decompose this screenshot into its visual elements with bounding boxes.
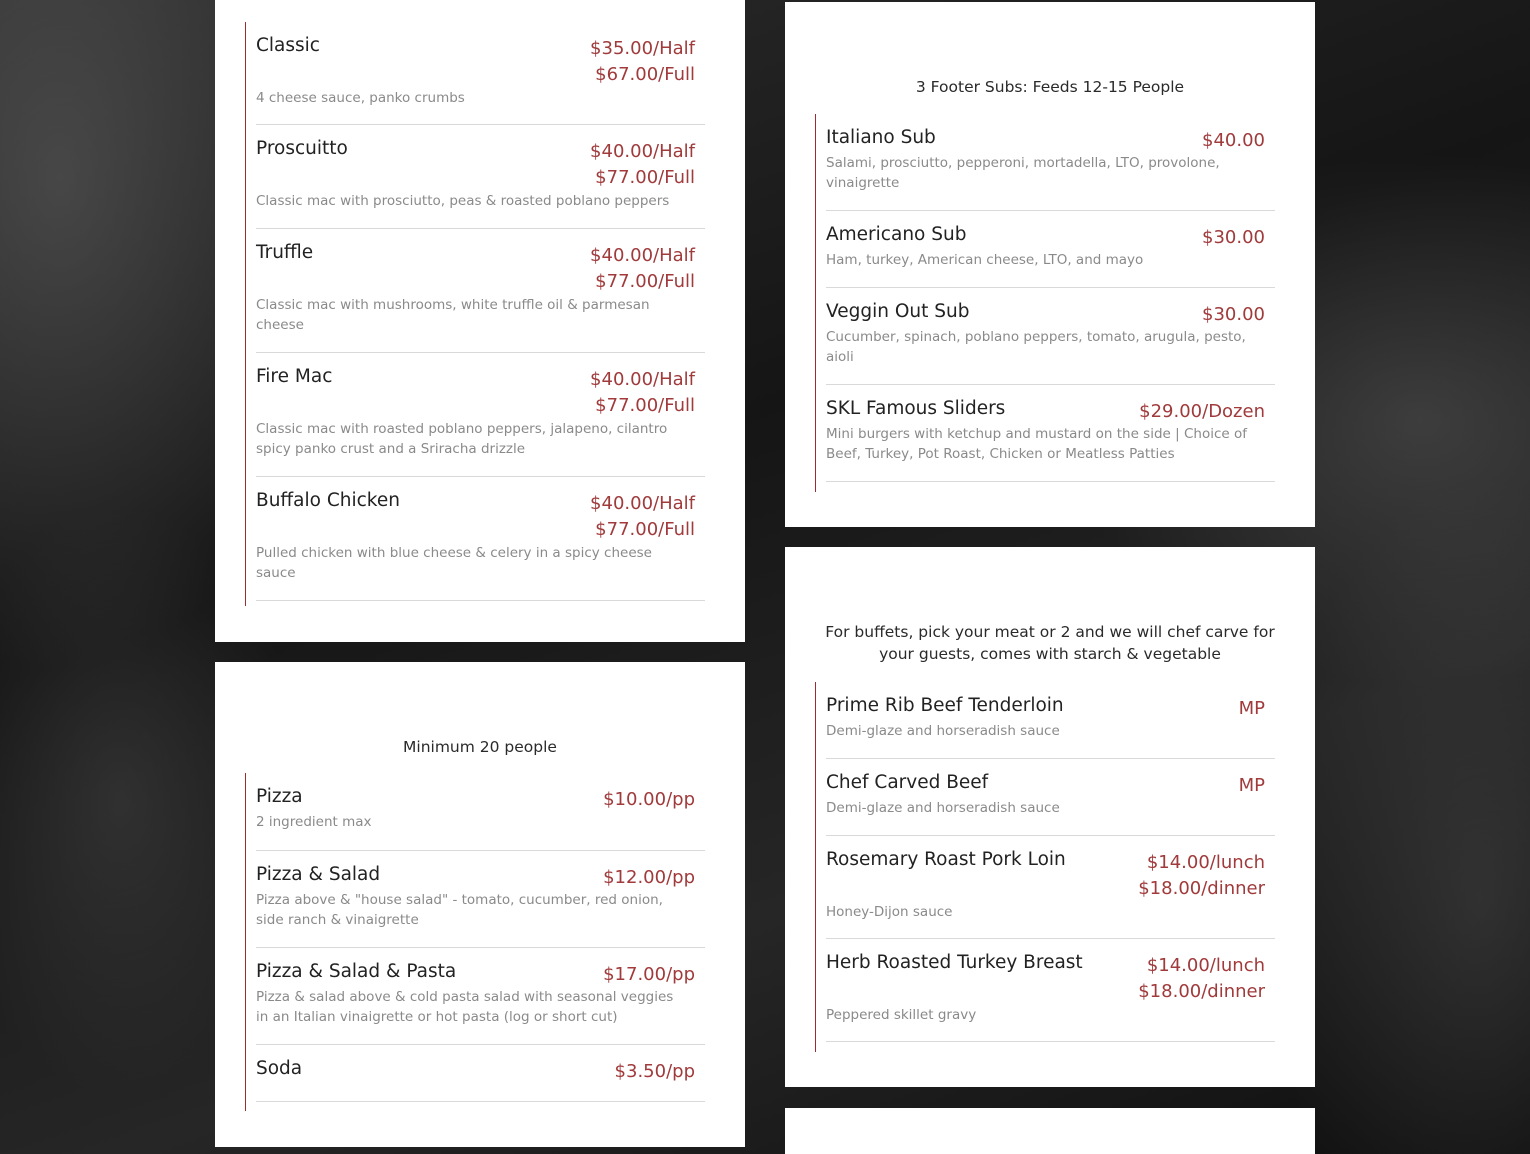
mac-menu-list — [245, 22, 705, 606]
item-price: $77.00/Full — [595, 519, 695, 540]
menu-item — [826, 385, 1275, 482]
item-prices — [590, 491, 695, 543]
item-description: 2 ingredient max — [256, 814, 372, 830]
item-price: $67.00/Full — [595, 64, 695, 85]
item-description: Ham, turkey, American cheese, LTO, and mayo — [826, 252, 1144, 268]
item-description: Demi-glaze and horseradish sauce — [826, 800, 1060, 816]
subs-menu-card — [785, 2, 1315, 527]
item-price: $14.00/lunch — [1146, 955, 1265, 976]
item-price: $12.00/pp — [603, 867, 695, 888]
menu-item — [256, 353, 705, 477]
item-price: $77.00/Full — [595, 167, 695, 188]
next-menu-card — [785, 1108, 1315, 1154]
item-name: Veggin Out Sub — [826, 301, 970, 322]
item-prices — [590, 243, 695, 295]
card-subtitle: 3 Footer Subs: Feeds 12-15 People — [915, 78, 1185, 96]
menu-item — [826, 939, 1275, 1042]
item-price: $30.00 — [1202, 304, 1265, 325]
item-prices — [590, 367, 695, 419]
item-price: $30.00 — [1202, 227, 1265, 248]
item-name: SKL Famous Sliders — [826, 398, 1006, 419]
menu-item — [256, 851, 705, 948]
item-description: Classic mac with roasted poblano peppers, jalapeno, cilantro spicy panko crust and a Sriracha drizzle — [256, 421, 668, 457]
item-price: $40.00/Half — [590, 493, 695, 514]
menu-item — [256, 229, 705, 353]
item-prices — [590, 139, 695, 191]
item-prices — [590, 36, 695, 88]
item-name: Italiano Sub — [826, 127, 936, 148]
item-price: $40.00/Half — [590, 245, 695, 266]
buffet-menu-card — [785, 547, 1315, 1087]
item-name: Herb Roasted Turkey Breast — [826, 952, 1083, 973]
mac-menu-card — [215, 0, 745, 642]
item-name: Truffle — [256, 242, 314, 263]
item-description: Classic mac with mushrooms, white truffle oil & parmesan cheese — [256, 297, 650, 333]
item-price: $3.50/pp — [614, 1061, 695, 1082]
item-prices — [603, 865, 695, 891]
item-name: Pizza & Salad & Pasta — [256, 961, 457, 982]
item-description: Classic mac with prosciutto, peas & roasted poblano peppers — [256, 193, 670, 209]
item-price: $77.00/Full — [595, 395, 695, 416]
item-price: $29.00/Dozen — [1139, 401, 1265, 422]
menu-item — [826, 759, 1275, 836]
buffet-menu-list — [815, 682, 1275, 1052]
item-description: Pulled chicken with blue cheese & celery in a spicy cheese sauce — [256, 545, 652, 581]
menu-item — [826, 288, 1275, 385]
item-price: $77.00/Full — [595, 271, 695, 292]
item-price: $18.00/dinner — [1138, 878, 1265, 899]
item-name: Pizza & Salad — [256, 864, 381, 885]
item-name: Americano Sub — [826, 224, 967, 245]
item-prices — [1139, 399, 1265, 425]
item-price: $40.00/Half — [590, 369, 695, 390]
item-prices — [603, 787, 695, 813]
item-prices — [1202, 302, 1265, 328]
menu-item — [256, 1045, 705, 1102]
item-name: Buffalo Chicken — [256, 490, 400, 511]
menu-item — [256, 948, 705, 1045]
menu-item — [256, 773, 705, 851]
item-description: Demi-glaze and horseradish sauce — [826, 723, 1060, 739]
item-description: Peppered skillet gravy — [826, 1007, 977, 1023]
item-prices — [603, 962, 695, 988]
menu-item — [826, 836, 1275, 939]
item-name: Classic — [256, 35, 320, 56]
item-description: Salami, prosciutto, pepperoni, mortadella, LTO, provolone, vinaigrette — [826, 155, 1220, 191]
item-price: MP — [1238, 775, 1265, 796]
item-price: $35.00/Half — [590, 38, 695, 59]
item-price: $40.00/Half — [590, 141, 695, 162]
item-prices — [1202, 128, 1265, 154]
item-price: $18.00/dinner — [1138, 981, 1265, 1002]
item-prices — [1138, 850, 1265, 902]
item-name: Rosemary Roast Pork Loin — [826, 849, 1066, 870]
item-name: Chef Carved Beef — [826, 772, 989, 793]
item-prices — [1138, 953, 1265, 1005]
item-price: $17.00/pp — [603, 964, 695, 985]
item-name: Soda — [256, 1058, 303, 1079]
menu-item — [256, 22, 705, 125]
item-description: Mini burgers with ketchup and mustard on the side | Choice of Beef, Turkey, Pot Roast, Chicken or Meatless Patties — [826, 426, 1247, 462]
item-name: Prime Rib Beef Tenderloin — [826, 695, 1064, 716]
menu-item — [826, 211, 1275, 288]
item-prices — [1239, 773, 1265, 799]
item-price: MP — [1238, 698, 1265, 719]
item-price: $14.00/lunch — [1146, 852, 1265, 873]
item-prices — [1239, 696, 1265, 722]
menu-item — [826, 114, 1275, 211]
pizza-menu-card — [215, 662, 745, 1147]
subs-menu-list — [815, 114, 1275, 492]
card-subtitle: Minimum 20 people — [403, 738, 557, 756]
item-price: $10.00/pp — [603, 789, 695, 810]
pizza-menu-list — [245, 773, 705, 1111]
item-description: Cucumber, spinach, poblano peppers, tomato, arugula, pesto, aioli — [826, 329, 1246, 365]
item-name: Fire Mac — [256, 366, 333, 387]
menu-item — [256, 125, 705, 229]
menu-item — [826, 682, 1275, 759]
card-subtitle: For buffets, pick your meat or 2 and we will chef carve for your guests, comes with starch & vegetable — [825, 623, 1275, 663]
item-description: Pizza above & "house salad" - tomato, cucumber, red onion, side ranch & vinaigrette — [256, 892, 663, 928]
item-name: Pizza — [256, 786, 303, 807]
menu-item — [256, 477, 705, 601]
item-description: Honey-Dijon sauce — [826, 904, 953, 920]
item-price: $40.00 — [1202, 130, 1265, 151]
item-name: Proscuitto — [256, 138, 348, 159]
item-description: 4 cheese sauce, panko crumbs — [256, 90, 465, 106]
item-prices — [1202, 225, 1265, 251]
item-description: Pizza & salad above & cold pasta salad with seasonal veggies in an Italian vinaigrette or hot pasta (log or short cut) — [256, 989, 674, 1025]
item-prices — [615, 1059, 695, 1085]
